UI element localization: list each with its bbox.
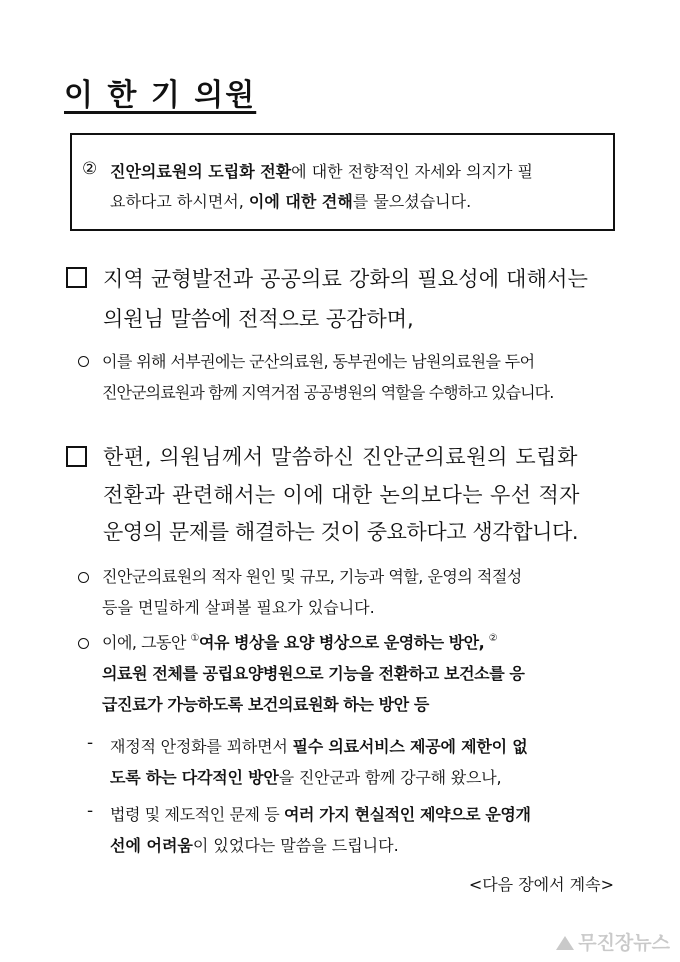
question-text-1: 에 대한 전향적인 자세와 의지가 필 [291, 162, 533, 181]
question-bold-1: 진안의료원의 도립화 전환 [110, 162, 292, 181]
watermark-text: 무진장뉴스 [578, 932, 670, 954]
dash2-text-1: 법령 및 제도적인 문제 등 [110, 805, 284, 824]
bullet3-text-1: 이에, 그동안 [102, 633, 191, 652]
dash1-text-1: 재정적 안정화를 꾀하면서 [110, 737, 293, 756]
page-title: 이 한 기 의원 [64, 78, 257, 113]
dash1-bold-1: 필수 의료서비스 제공에 제한이 없 [292, 737, 528, 756]
dash1-line-1 [110, 734, 528, 757]
dash-bullet-icon: - [87, 801, 94, 821]
bullet3-line-2: 의료원 전체를 공립요양병원으로 기능을 전환하고 보건소를 응 [102, 664, 525, 683]
circle-bullet-icon [78, 638, 89, 649]
watermark [556, 928, 670, 955]
dash2-text-2: 이 있었다는 말씀을 드립니다. [192, 836, 399, 855]
circle-bullet-icon [78, 572, 89, 583]
question-line-1 [110, 159, 533, 182]
dash2-line-1 [110, 802, 531, 825]
dash2-bold-1: 여러 가지 현실적인 제약으로 운영개 [284, 805, 531, 824]
bullet1-line-2: 진안군의료원과 함께 지역거점 공공병원의 역할을 수행하고 있습니다. [102, 383, 554, 402]
square-bullet-icon [66, 267, 87, 288]
dash1-line-2 [110, 765, 501, 788]
mountain-icon [556, 936, 574, 950]
bullet1-line-1: 이를 위해 서부권에는 군산의료원, 동부권에는 남원의료원을 두어 [102, 352, 535, 371]
square-bullet-icon [66, 446, 87, 467]
bullet2-line-1: 진안군의료원의 적자 원인 및 규모, 기능과 역할, 운영의 적절성 [102, 567, 522, 586]
continuation-note: <다음 장에서 계속> [468, 875, 614, 894]
section2-line-3: 운영의 문제를 해결하는 것이 중요하다고 생각합니다. [103, 520, 579, 544]
bullet3-line-1 [102, 630, 497, 653]
section2-line-2: 전환과 관련해서는 이에 대한 논의보다는 우선 적자 [103, 483, 580, 507]
dash2-bold-2: 선에 어려움 [110, 836, 193, 855]
enum-mark-1: ① [190, 633, 200, 644]
question-box [70, 133, 615, 231]
dash1-text-2: 을 진안군과 함께 강구해 왔으나, [278, 768, 502, 787]
question-text-2b: 를 물으셨습니다. [352, 192, 472, 211]
dash2-line-2 [110, 833, 399, 856]
section1-line-2: 의원님 말씀에 전적으로 공감하며, [103, 307, 414, 331]
bullet3-line-3: 급진료가 가능하도록 보건의료원화 하는 방안 등 [102, 695, 429, 714]
bullet2-line-2: 등을 면밀하게 살펴볼 필요가 있습니다. [102, 598, 375, 617]
section2-line-1: 한편, 의원님께서 말씀하신 진안군의료원의 도립화 [103, 445, 578, 469]
bullet3-bold-1: 여유 병상을 요양 병상으로 운영하는 방안, [199, 633, 485, 652]
circle-bullet-icon [78, 356, 89, 367]
question-line-2 [110, 189, 471, 212]
question-bold-2: 이에 대한 견해 [248, 192, 353, 211]
question-text-2a: 요하다고 하시면서, [110, 192, 249, 211]
question-number: ② [82, 159, 98, 179]
dash1-bold-2: 도록 하는 다각적인 방안 [110, 768, 279, 787]
dash-bullet-icon: - [87, 733, 94, 753]
section1-line-1: 지역 균형발전과 공공의료 강화의 필요성에 대해서는 [103, 267, 589, 291]
enum-mark-2: ② [488, 633, 498, 644]
